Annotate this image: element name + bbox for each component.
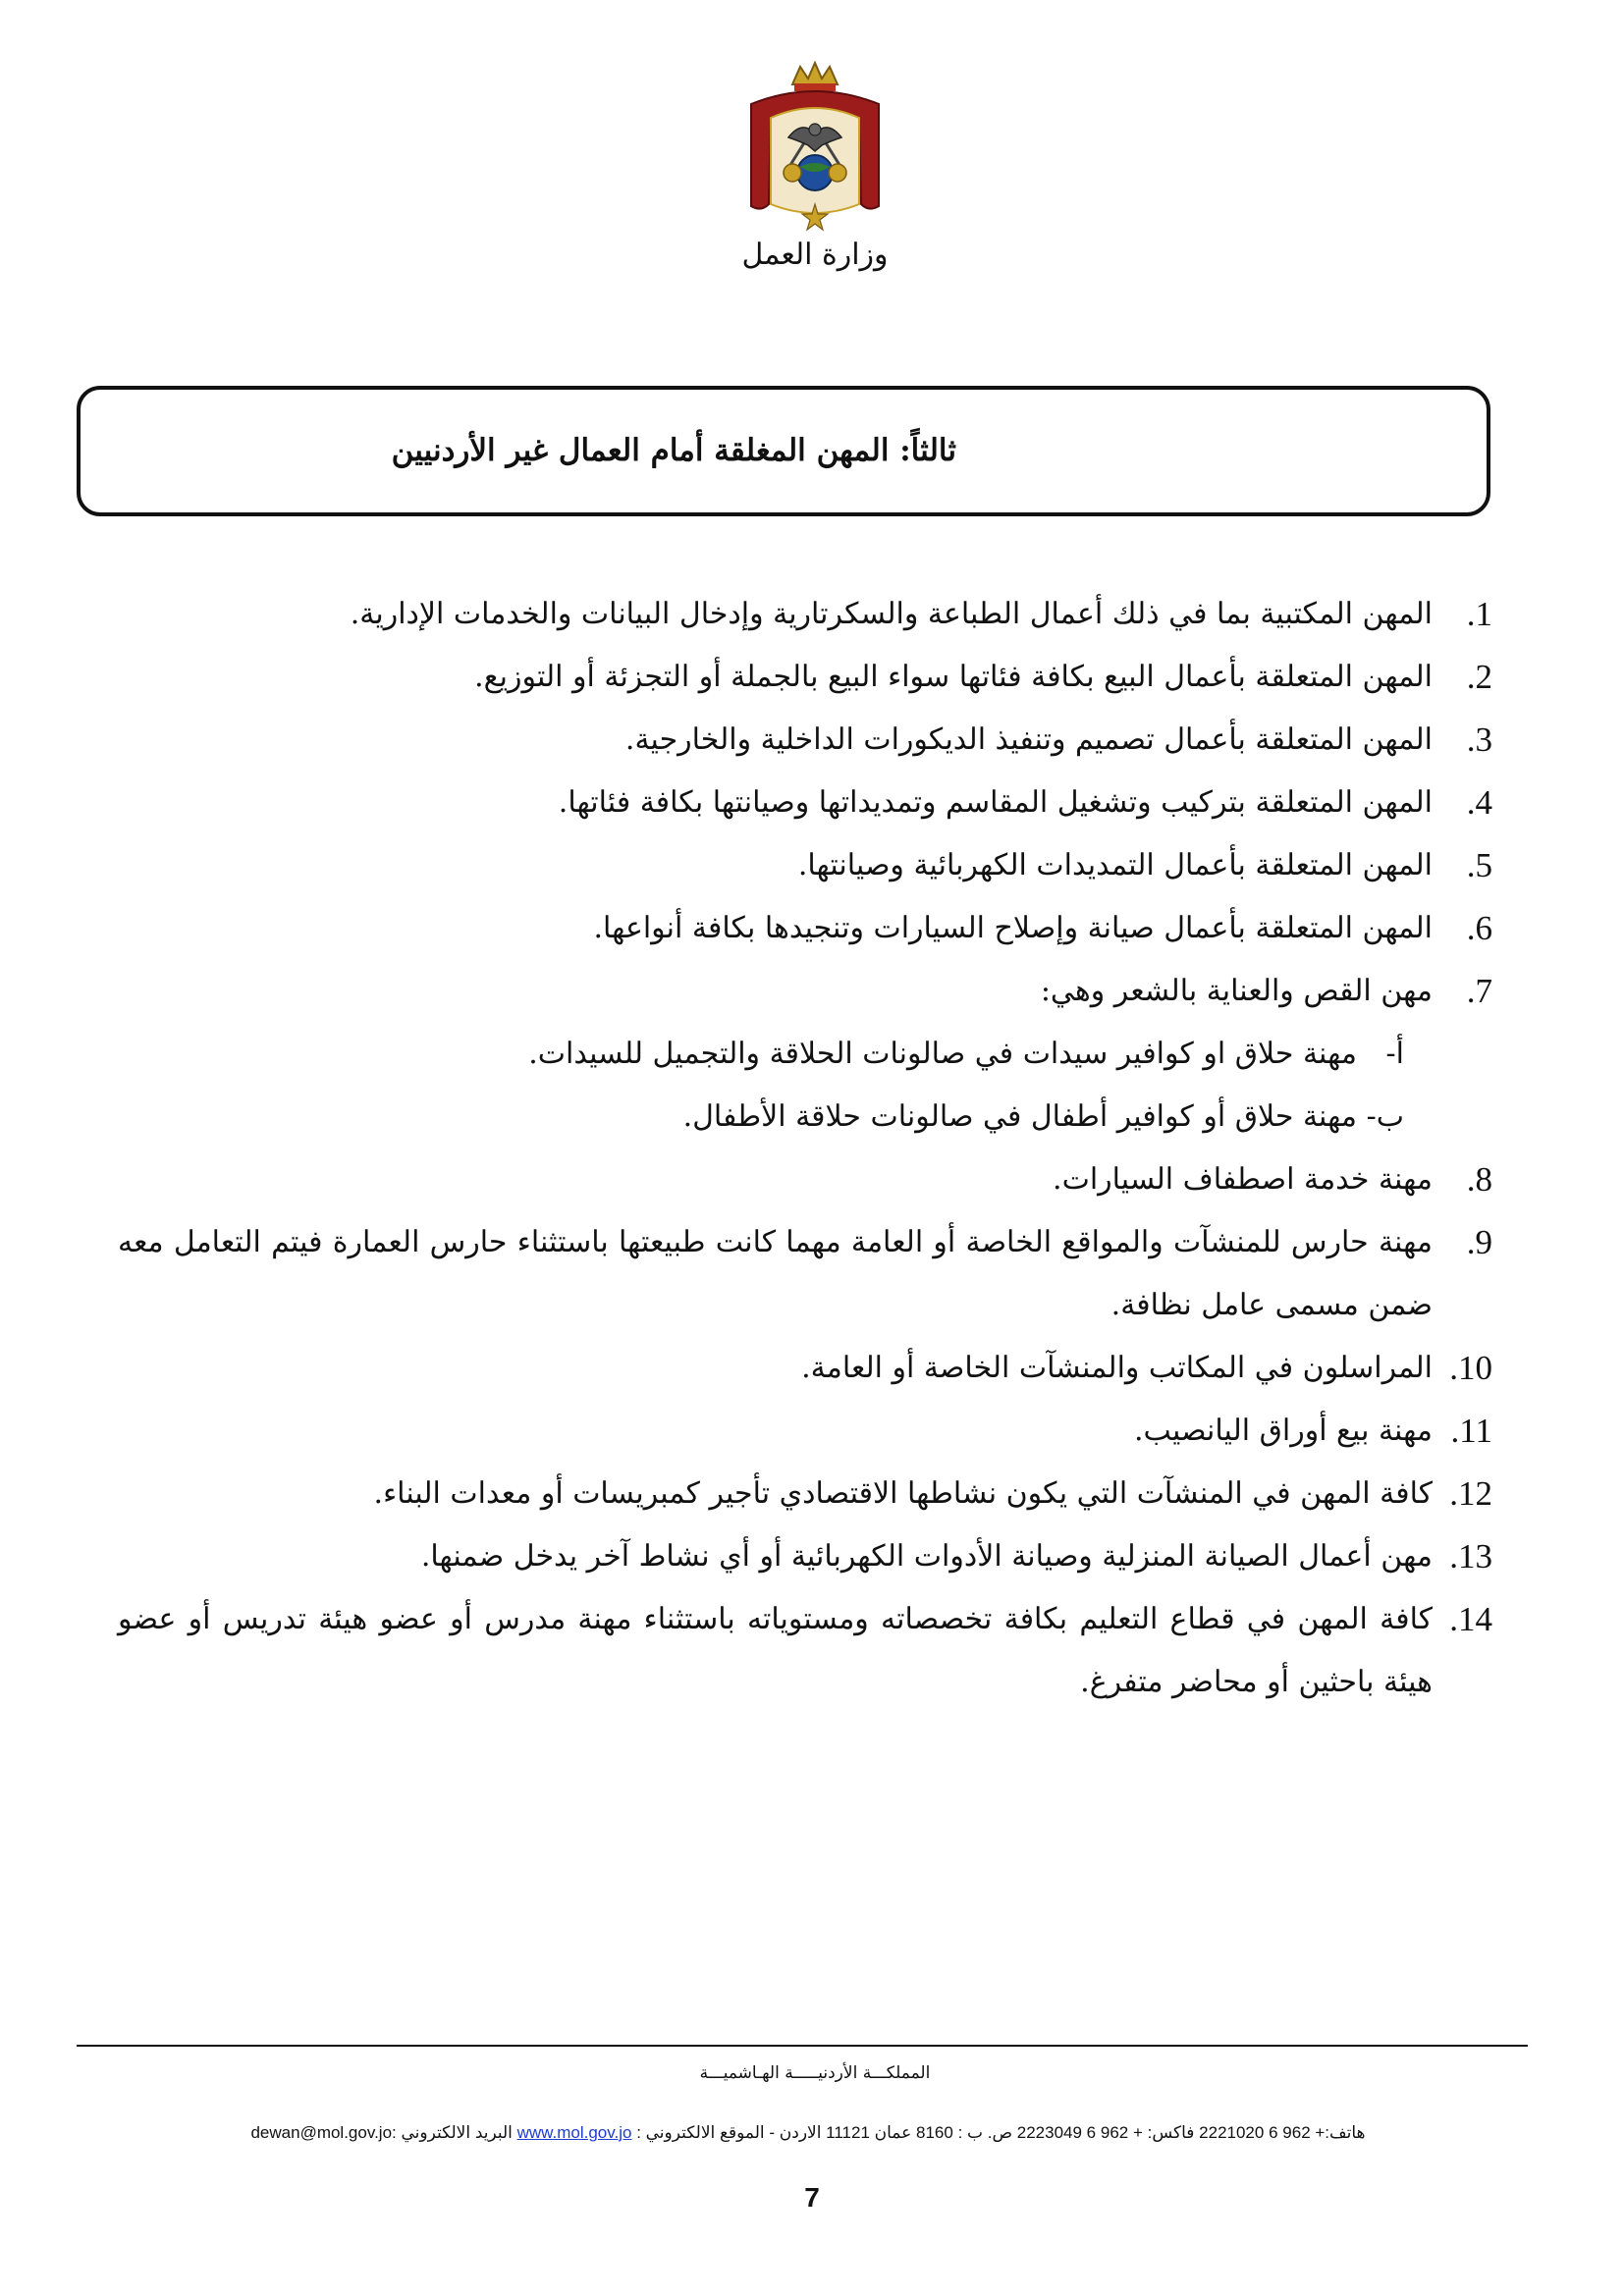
coat-of-arms-emblem bbox=[731, 57, 898, 239]
item-number: 3. bbox=[1466, 721, 1492, 759]
item-number: 11. bbox=[1450, 1412, 1492, 1450]
item-text: المهن المتعلقة بأعمال البيع بكافة فئاتها سواء البيع بالجملة أو التجزئة أو التوزيع. bbox=[474, 660, 1433, 694]
item-text: مهن القص والعناية بالشعر وهي: bbox=[1040, 974, 1433, 1008]
item-text: المهن المتعلقة بأعمال صيانة وإصلاح السيارات وتنجيدها بكافة أنواعها. bbox=[593, 911, 1433, 945]
item-number: 10. bbox=[1449, 1349, 1492, 1387]
item-number: 12. bbox=[1449, 1474, 1492, 1513]
item-number: 14. bbox=[1449, 1600, 1492, 1638]
list-item bbox=[118, 1148, 1492, 1211]
item-number: 1. bbox=[1466, 595, 1492, 633]
list-item bbox=[118, 583, 1492, 646]
footer-kingdom-name: المملكـــة الأردنيـــــة الهـاشميـــة bbox=[699, 2063, 931, 2083]
item-number: 13. bbox=[1449, 1537, 1492, 1575]
section-title-box bbox=[77, 386, 1490, 516]
list-item bbox=[118, 772, 1492, 834]
item-text: كافة المهن في المنشآت التي يكون نشاطها الاقتصادي تأجير كمبريسات أو معدات البناء. bbox=[373, 1476, 1433, 1511]
item-text: المهن المتعلقة بأعمال تصميم وتنفيذ الديكورات الداخلية والخارجية. bbox=[624, 722, 1433, 757]
item-text: المهن المتعلقة بتركيب وتشغيل المقاسم وتمديداتها وصيانتها بكافة فئاتها. bbox=[558, 785, 1433, 820]
item-number: 9. bbox=[1466, 1223, 1492, 1261]
list-item bbox=[118, 1588, 1492, 1714]
ministry-name: وزارة العمل bbox=[741, 238, 889, 272]
section-title: ثالثاً: المهن المغلقة أمام العمال غير الأردنيين bbox=[391, 433, 956, 468]
item-number: 2. bbox=[1466, 658, 1492, 696]
item-text: المهن المتعلقة بأعمال التمديدات الكهربائية وصيانتها. bbox=[797, 848, 1433, 882]
sub-item-text: مهنة حلاق أو كوافير أطفال في صالونات حلاقة الأطفال. bbox=[682, 1099, 1357, 1134]
closed-professions-list bbox=[118, 583, 1492, 1714]
list-item bbox=[118, 960, 1492, 1023]
item-text: مهنة خدمة اصطفاف السيارات. bbox=[1053, 1162, 1433, 1197]
list-item bbox=[118, 1463, 1492, 1525]
item-number: 4. bbox=[1466, 783, 1492, 822]
footer-divider bbox=[77, 2045, 1528, 2047]
list-item bbox=[118, 1400, 1492, 1463]
item-text: مهن أعمال الصيانة المنزلية وصيانة الأدوات الكهربائية أو أي نشاط آخر يدخل ضمنها. bbox=[420, 1539, 1433, 1574]
item-number: 6. bbox=[1466, 909, 1492, 947]
list-item bbox=[118, 709, 1492, 772]
sub-list-item bbox=[118, 1086, 1492, 1148]
sub-list-item bbox=[118, 1023, 1492, 1086]
footer-contact-suffix: البريد الالكتروني :dewan@mol.gov.jo bbox=[250, 2123, 517, 2142]
sub-item-letter: ب- bbox=[1366, 1099, 1404, 1134]
footer-contact-prefix: هاتف:+ 962 6 2221020 فاكس: + 962 6 2223049 ص. ب : 8160 عمان 11121 الاردن - الموقع الالكتروني : bbox=[631, 2123, 1366, 2142]
sub-item-letter: أ- bbox=[1385, 1037, 1404, 1071]
list-item bbox=[118, 1211, 1492, 1337]
item-text: مهنة حارس للمنشآت والمواقع الخاصة أو العامة مهما كانت طبيعتها باستثناء حارس العمارة فيتم التعامل معه ضمن مسمى عامل نظافة. bbox=[118, 1225, 1433, 1322]
list-item bbox=[118, 897, 1492, 960]
item-text: المهن المكتبية بما في ذلك أعمال الطباعة والسكرتارية وإدخال البيانات والخدمات الإدارية. bbox=[350, 597, 1433, 631]
item-number: 7. bbox=[1466, 972, 1492, 1010]
item-number: 5. bbox=[1466, 846, 1492, 884]
footer-contact-info bbox=[106, 2120, 1510, 2146]
list-item bbox=[118, 646, 1492, 709]
list-item bbox=[118, 1525, 1492, 1588]
website-link[interactable]: www.mol.gov.jo bbox=[516, 2123, 632, 2142]
item-text: المراسلون في المكاتب والمنشآت الخاصة أو العامة. bbox=[801, 1351, 1433, 1385]
list-item bbox=[118, 834, 1492, 897]
sub-item-text: مهنة حلاق او كوافير سيدات في صالونات الحلاقة والتجميل للسيدات. bbox=[528, 1037, 1357, 1071]
page-number: 7 bbox=[804, 2182, 820, 2213]
item-text: كافة المهن في قطاع التعليم بكافة تخصصاته ومستوياته باستثناء مهنة مدرس أو عضو هيئة تدريس أو عضو هيئة باحثين أو محاضر متفرغ. bbox=[118, 1602, 1433, 1699]
item-text: مهنة بيع أوراق اليانصيب. bbox=[1133, 1414, 1433, 1448]
list-item bbox=[118, 1337, 1492, 1400]
item-number: 8. bbox=[1466, 1160, 1492, 1199]
